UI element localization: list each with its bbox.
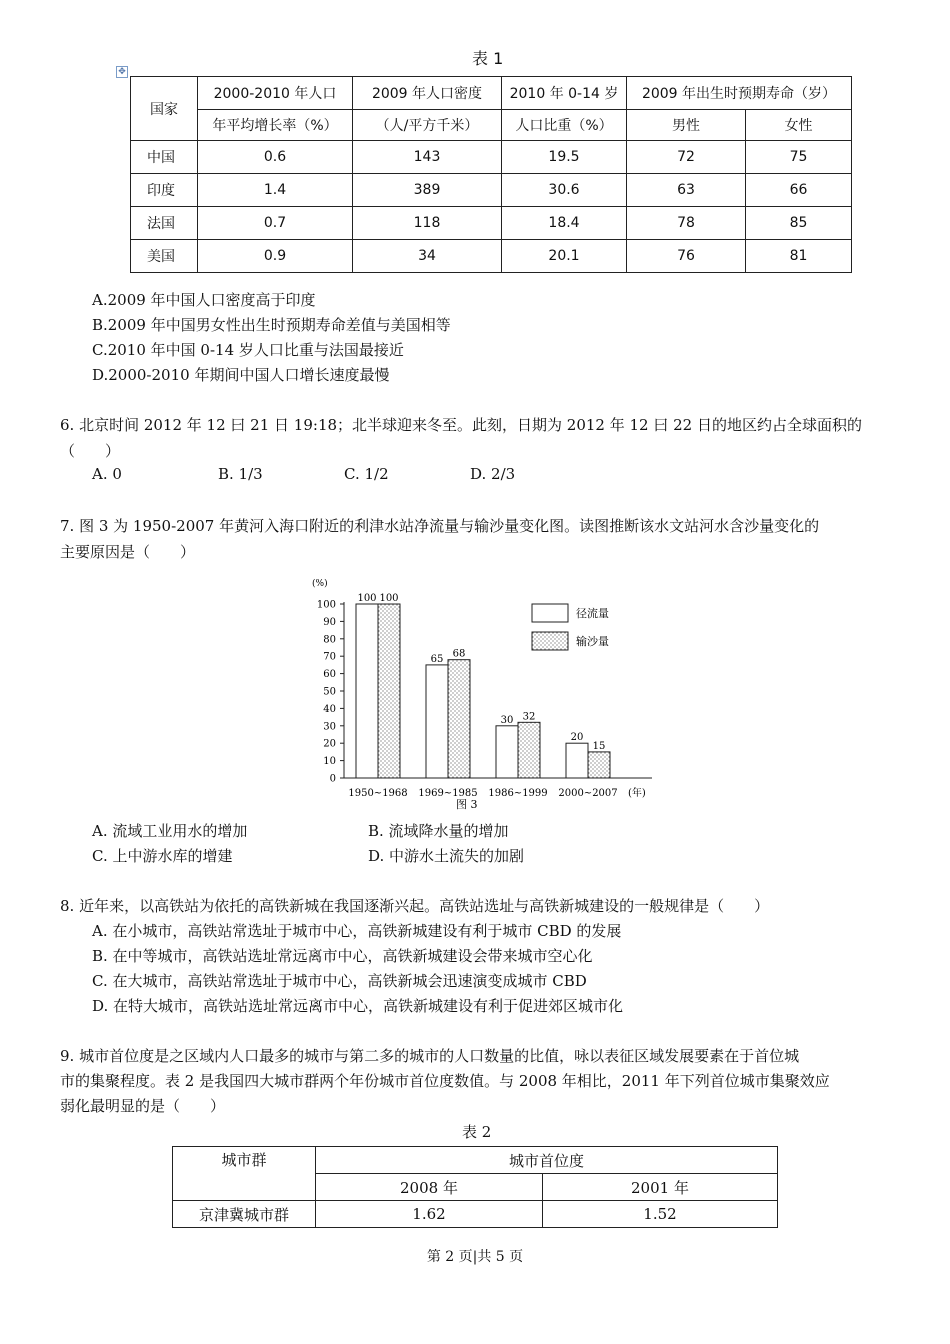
data-label: 100 — [379, 593, 399, 604]
y-tick-label: 80 — [323, 634, 336, 646]
q8-option-b: B. 在中等城市，高铁站选址常远离市中心，高铁新城建设会带来城市空心化 — [92, 947, 593, 965]
header-growth-2: 年平均增长率（%） — [198, 110, 353, 141]
table1 — [130, 76, 852, 273]
cell-female: 81 — [746, 240, 852, 273]
cell-female: 66 — [746, 174, 852, 207]
cell-density: 118 — [353, 207, 502, 240]
cell-growth: 0.6 — [198, 141, 353, 174]
header-life: 2009 年出生时预期寿命（岁） — [627, 77, 852, 110]
bar-runoff — [496, 726, 518, 778]
figure-caption: 图 3 — [456, 798, 478, 811]
x-tick-label: 1969~1985 — [418, 788, 478, 799]
header-city-group: 城市群 — [173, 1147, 316, 1201]
q9-stem-2: 市的集聚程度。表 2 是我国四大城市群两个年份城市首位度数值。与 2008 年相比，2011 年下列首位城市集聚效应 — [60, 1072, 830, 1090]
cell-density: 389 — [353, 174, 502, 207]
q8-stem: 8. 近年来，以高铁站为依托的高铁新城在我国逐渐兴起。高铁站选址与高铁新城建设的一般规律是（ ） — [60, 897, 770, 915]
x-unit-label: (年) — [628, 788, 646, 799]
header-male: 男性 — [627, 110, 746, 141]
y-tick-label: 20 — [323, 738, 336, 750]
header-year-2008: 2008 年 — [316, 1174, 543, 1201]
cell-female: 75 — [746, 141, 852, 174]
y-tick-label: 0 — [329, 773, 336, 785]
y-tick-label: 70 — [323, 651, 336, 663]
y-unit-label: (%) — [312, 579, 328, 589]
bar-sediment — [378, 604, 400, 778]
bar-sediment — [588, 752, 610, 778]
cell-country: 美国 — [131, 240, 198, 273]
table-row — [131, 207, 852, 240]
q8-option-d: D. 在特大城市，高铁站选址常远离市中心，高铁新城建设有利于促进郊区城市化 — [92, 997, 624, 1015]
cell-growth: 0.9 — [198, 240, 353, 273]
q7-stem-1: 7. 图 3 为 1950-2007 年黄河入海口附近的利津水站净流量与输沙量变化图。读图推断该水文站河水含沙量变化的 — [60, 517, 820, 535]
table-row — [131, 174, 852, 207]
cell-male: 63 — [627, 174, 746, 207]
q7-option-d: D. 中游水土流失的加剧 — [368, 847, 525, 865]
x-tick-label: 1986~1999 — [488, 788, 548, 799]
table-move-handle-icon[interactable]: ✥ — [116, 66, 128, 78]
cell-female: 85 — [746, 207, 852, 240]
y-tick-label: 100 — [316, 599, 336, 611]
cell-growth: 1.4 — [198, 174, 353, 207]
q6-option-a: A. 0 — [92, 465, 122, 483]
cell-density: 34 — [353, 240, 502, 273]
data-label: 30 — [500, 714, 514, 726]
cell-child: 19.5 — [502, 141, 627, 174]
bar-runoff — [426, 665, 448, 778]
bar-sediment — [518, 722, 540, 778]
y-tick-label: 10 — [323, 756, 336, 768]
q5-option-b: B.2009 年中国男女性出生时预期寿命差值与美国相等 — [92, 316, 451, 334]
q5-option-c: C.2010 年中国 0-14 岁人口比重与法国最接近 — [92, 341, 404, 359]
data-label: 68 — [452, 648, 466, 660]
cell-city-group: 京津冀城市群 — [173, 1201, 316, 1228]
data-label: 15 — [592, 740, 606, 752]
y-tick-label: 60 — [323, 669, 336, 681]
cell-child: 20.1 — [502, 240, 627, 273]
cell-growth: 0.7 — [198, 207, 353, 240]
cell-male: 72 — [627, 141, 746, 174]
data-label: 65 — [430, 653, 444, 665]
table1-caption: 表 1 — [472, 49, 504, 68]
cell-child: 18.4 — [502, 207, 627, 240]
cell-value-2001: 1.52 — [543, 1201, 778, 1228]
header-child-1: 2010 年 0-14 岁 — [502, 77, 627, 110]
legend-label-runoff: 径流量 — [576, 607, 609, 620]
y-tick-label: 40 — [323, 703, 336, 715]
cell-country: 中国 — [131, 141, 198, 174]
cell-male: 76 — [627, 240, 746, 273]
bar-runoff — [356, 604, 378, 778]
header-growth-1: 2000-2010 年人口 — [198, 77, 353, 110]
data-label: 32 — [522, 711, 536, 723]
header-primacy: 城市首位度 — [316, 1147, 778, 1174]
header-female: 女性 — [746, 110, 852, 141]
cell-density: 143 — [353, 141, 502, 174]
data-label: 20 — [570, 732, 584, 744]
y-tick-label: 50 — [323, 686, 336, 698]
x-tick-label: 1950~1968 — [348, 788, 408, 799]
q7-option-c: C. 上中游水库的增建 — [92, 847, 233, 865]
q7-stem-2: 主要原因是（ ） — [60, 543, 196, 561]
data-label: 100 — [357, 593, 377, 604]
header-density-1: 2009 年人口密度 — [353, 77, 502, 110]
cell-country: 法国 — [131, 207, 198, 240]
legend-swatch-sediment — [532, 632, 568, 650]
q6-option-b: B. 1/3 — [218, 465, 263, 483]
figure3-bar-chart — [300, 576, 660, 811]
cell-child: 30.6 — [502, 174, 627, 207]
q7-option-a: A. 流域工业用水的增加 — [92, 822, 248, 840]
table-row — [173, 1201, 778, 1228]
q9-stem-3: 弱化最明显的是（ ） — [60, 1097, 226, 1115]
table-row — [131, 141, 852, 174]
q9-stem-1: 9. 城市首位度是之区域内人口最多的城市与第二多的城市的人口数量的比值，咏以表征区域发展要素在于首位城 — [60, 1047, 800, 1065]
y-tick-label: 90 — [323, 616, 336, 628]
cell-country: 印度 — [131, 174, 198, 207]
page-footer: 第 2 页|共 5 页 — [426, 1249, 524, 1265]
table2-caption: 表 2 — [462, 1123, 492, 1141]
q6-option-d: D. 2/3 — [470, 465, 516, 483]
header-year-2001: 2001 年 — [543, 1174, 778, 1201]
q6-blank: （ ） — [60, 442, 121, 460]
q5-option-d: D.2000-2010 年期间中国人口增长速度最慢 — [92, 366, 390, 384]
cell-value-2008: 1.62 — [316, 1201, 543, 1228]
legend-label-sediment: 输沙量 — [576, 635, 609, 648]
q8-option-a: A. 在小城市，高铁站常选址于城市中心，高铁新城建设有利于城市 CBD 的发展 — [92, 922, 622, 940]
q5-option-a: A.2009 年中国人口密度高于印度 — [92, 291, 316, 309]
q8-option-c: C. 在大城市，高铁站常选址于城市中心，高铁新城会迅速演变成城市 CBD — [92, 972, 587, 990]
cell-male: 78 — [627, 207, 746, 240]
x-tick-label: 2000~2007 — [558, 788, 618, 799]
legend-swatch-runoff — [532, 604, 568, 622]
q6-option-c: C. 1/2 — [344, 465, 389, 483]
table2 — [172, 1146, 778, 1228]
bar-sediment — [448, 660, 470, 778]
bar-runoff — [566, 743, 588, 778]
q6-stem: 6. 北京时间 2012 年 12 曰 21 日 19:18；北半球迎来冬至。此刻，日期为 2012 年 12 曰 22 日的地区约占全球面积的 — [60, 416, 862, 434]
table-row — [131, 240, 852, 273]
q7-option-b: B. 流域降水量的增加 — [368, 822, 509, 840]
header-density-2: （人/平方千米） — [353, 110, 502, 141]
header-child-2: 人口比重（%） — [502, 110, 627, 141]
header-country: 国家 — [131, 77, 198, 141]
y-tick-label: 30 — [323, 721, 336, 733]
